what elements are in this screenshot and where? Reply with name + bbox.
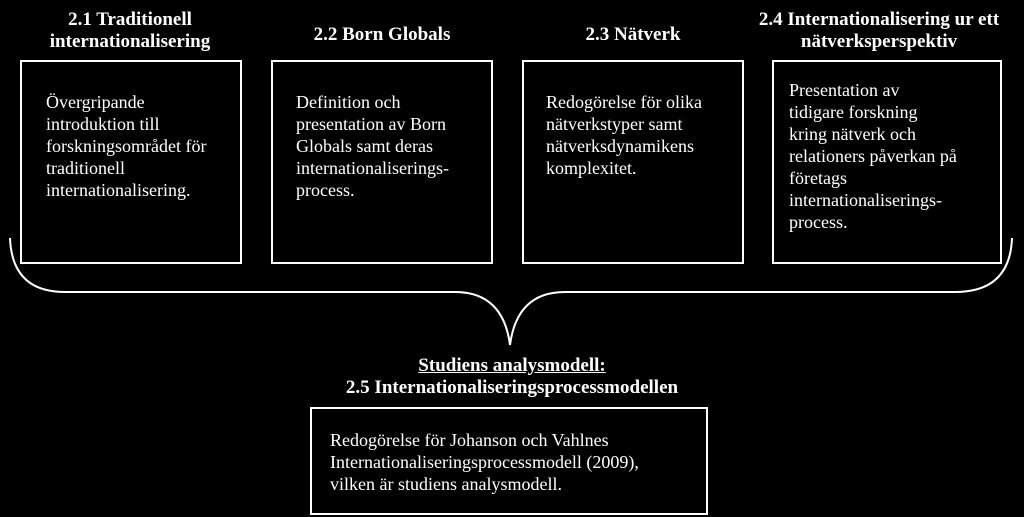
analysis-model-heading-title: 2.5 Internationaliseringsprocessmodellen xyxy=(345,377,679,398)
section-2-1-box xyxy=(20,60,242,264)
section-2-4-text-line: kring nätverk och xyxy=(789,124,916,144)
section-2-3-box xyxy=(522,60,744,264)
analysis-model-heading-label: Studiens analysmodell: xyxy=(418,355,606,376)
analysis-model-box xyxy=(310,407,708,515)
section-2-2-text-line: Definition och xyxy=(296,92,401,112)
section-2-4-text-line: internationaliserings- xyxy=(789,190,942,210)
section-2-2-heading xyxy=(271,24,493,46)
section-2-4-heading-line: 2.4 Internationalisering ur ett xyxy=(758,9,1000,30)
section-2-3-text-line: nätverksdynamikens xyxy=(546,136,694,156)
section-2-3-heading-line: 2.3 Nätverk xyxy=(585,24,681,45)
section-2-1-text-line: traditionell xyxy=(46,158,125,178)
section-2-4-heading-line: nätverksperspektiv xyxy=(800,31,958,52)
section-2-1-text-line: Övergripande xyxy=(46,92,145,112)
analysis-model-text-line: vilken är studiens analysmodell. xyxy=(330,474,562,494)
section-2-3-text-line: nätverkstyper samt xyxy=(546,114,683,134)
section-2-1-heading-line: 2.1 Traditionell xyxy=(68,9,192,30)
section-2-3-text-line: komplexitet. xyxy=(546,158,637,178)
section-2-4-heading xyxy=(748,9,1010,53)
section-2-2-text-line: process. xyxy=(296,180,355,200)
section-2-3-heading xyxy=(522,24,744,46)
section-2-1-text-line: forskningsområdet för xyxy=(46,136,207,156)
analysis-model-heading xyxy=(262,355,762,399)
analysis-model-text-line: Internationaliseringsprocessmodell (2009), xyxy=(330,452,639,472)
section-2-2-heading-line: 2.2 Born Globals xyxy=(313,24,451,45)
section-2-1-text-line: internationalisering. xyxy=(46,180,191,200)
section-2-1-heading-line: internationalisering xyxy=(49,31,211,52)
section-2-4-text-line: företags xyxy=(789,168,847,188)
section-2-4-text-line: process. xyxy=(789,212,848,232)
section-2-2-text-line: Globals samt deras xyxy=(296,136,433,156)
section-2-2-box xyxy=(271,60,493,264)
section-2-4-text-line: relationers påverkan på xyxy=(789,146,957,166)
section-2-1-text-line: introduktion till xyxy=(46,114,160,134)
analysis-model-text-line: Redogörelse för Johanson och Vahlnes xyxy=(330,430,609,450)
section-2-4-text-line: tidigare forskning xyxy=(789,102,918,122)
section-2-4-box xyxy=(772,60,1002,264)
section-2-2-text-line: presentation av Born xyxy=(296,114,446,134)
section-2-2-text-line: internationaliserings- xyxy=(296,158,449,178)
section-2-1-heading xyxy=(25,9,235,53)
section-2-3-text-line: Redogörelse för olika xyxy=(546,92,702,112)
section-2-4-text-line: Presentation av xyxy=(789,80,900,100)
